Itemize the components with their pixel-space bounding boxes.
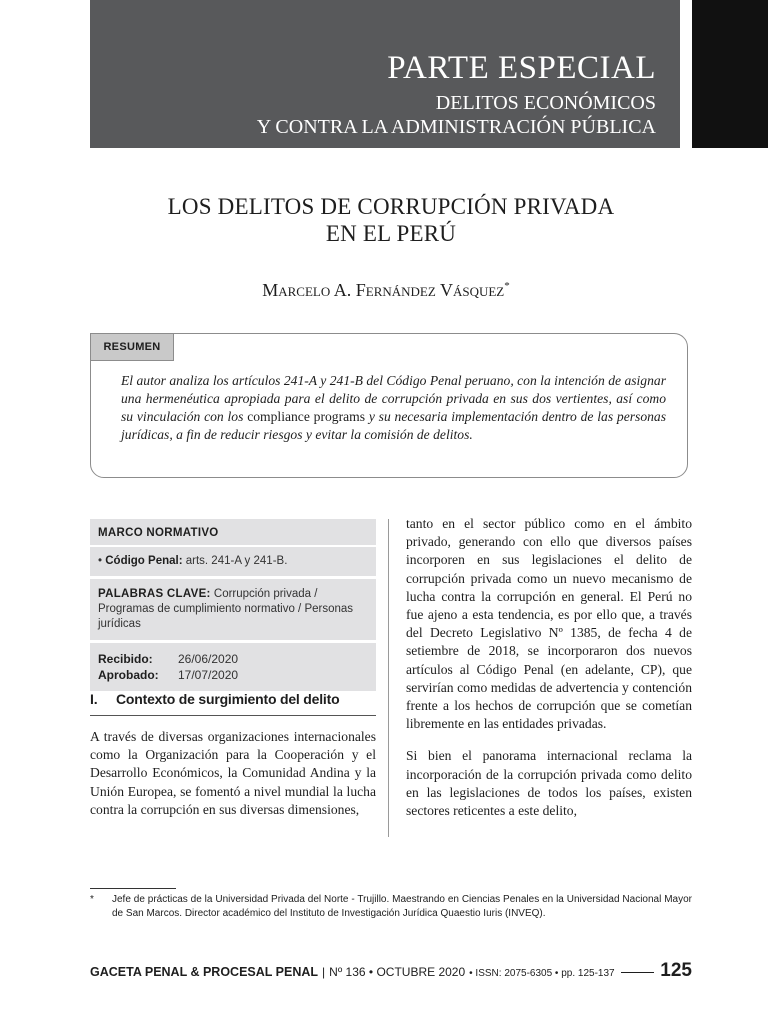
issn-pages: • ISSN: 2075-6305 • pp. 125-137 bbox=[469, 968, 615, 979]
publication-name: GACETA PENAL & PROCESAL PENAL bbox=[90, 965, 319, 979]
body-column-right bbox=[406, 515, 692, 820]
author-name bbox=[0, 280, 768, 301]
legal-framework-label: MARCO NORMATIVO bbox=[90, 519, 376, 547]
body-paragraph: Si bien el panorama internacional reclama la incorporación de la corrupción privada como delito en las legislaciones de todos los países, existen sectores reticentes a este delito, bbox=[406, 748, 692, 819]
legal-framework-item-label: Código Penal: bbox=[105, 555, 183, 567]
abstract-text-term: compliance programs bbox=[247, 409, 366, 424]
abstract-label: RESUMEN bbox=[91, 334, 174, 361]
footnote-rule bbox=[90, 888, 176, 889]
page-number: 125 bbox=[660, 960, 692, 981]
page-footer bbox=[90, 960, 692, 982]
dates-block bbox=[90, 643, 376, 691]
footer-separator: | bbox=[322, 965, 326, 979]
body-paragraph: tanto en el sector público como en el ámbito privado, generando con ello que diversos países incorporen en sus legislaciones el delito de corrupción privada como un nuevo mecanismo de lucha contra la corrupción en general. El Perú no fue ajeno a esta tendencia, es por ello que, a través del Decreto Legislativo Nº 1385, de fecha 4 de setiembre de 2018, se incorporaron dos nuevos artículos al Código Penal (en adelante, CP), que servirían como medidas de advertencia y contención frente a los hechos de corrupción que se cometían libremente en las entidades privadas. bbox=[406, 516, 692, 732]
section-title: PARTE ESPECIAL bbox=[387, 50, 656, 86]
keywords-block bbox=[90, 579, 376, 640]
section-header-band bbox=[90, 0, 680, 148]
legal-framework-item bbox=[90, 547, 376, 576]
legal-framework-item-value: arts. 241-A y 241-B. bbox=[185, 555, 288, 567]
approved-label: Aprobado: bbox=[98, 668, 159, 682]
abstract-text-part2: y su necesaria implementación dentro de las personas jurídicas, a fin de reducir riesgos y evitar la comisión de delitos. bbox=[121, 409, 666, 442]
received-row bbox=[98, 651, 368, 667]
footer-rule bbox=[621, 972, 655, 973]
footnote-text: Jefe de prácticas de la Universidad Privada del Norte - Trujillo. Maestrando en Ciencias Penales en la Universidad Nacional Mayor de San Marcos. Director académico del Instituto de Investigación Jurídica Quaestio Iuris (INVEQ). bbox=[112, 894, 692, 919]
page-tab-marker bbox=[692, 0, 768, 148]
article-title bbox=[0, 193, 768, 247]
body-column-left bbox=[90, 728, 376, 819]
subsection-title-line1: DELITOS ECONÓMICOS bbox=[435, 92, 656, 114]
section-number: I. bbox=[90, 691, 98, 707]
author-footnote-mark[interactable]: * bbox=[504, 280, 510, 292]
dates bbox=[90, 643, 376, 691]
section-heading-text: Contexto de surgimiento del delito bbox=[116, 691, 340, 707]
abstract-box bbox=[90, 333, 688, 478]
issue-info: Nº 136 • OCTUBRE 2020 bbox=[329, 965, 466, 979]
article-title-line1: LOS DELITOS DE CORRUPCIÓN PRIVADA bbox=[167, 194, 615, 219]
body-paragraph: A través de diversas organizaciones internacionales como la Organización para la Cooperación y el Desarrollo Económicos, la Comunidad Andina y la Unión Europea, se fomentó a nivel mundial la lucha contra la corrupción en sus diversas dimensiones, bbox=[90, 729, 376, 817]
subsection-title-line2: Y CONTRA LA ADMINISTRACIÓN PÚBLICA bbox=[256, 116, 656, 138]
received-date: 26/06/2020 bbox=[178, 652, 239, 666]
received-label: Recibido: bbox=[98, 652, 153, 666]
keywords bbox=[90, 579, 376, 640]
footnote bbox=[90, 893, 692, 920]
keywords-value: Corrupción privada / Programas de cumplimiento normativo / Personas jurídicas bbox=[98, 588, 354, 630]
approved-date: 17/07/2020 bbox=[178, 668, 239, 682]
section-heading bbox=[90, 691, 376, 716]
legal-framework-block bbox=[90, 519, 376, 576]
abstract-text bbox=[121, 372, 666, 444]
approved-row bbox=[98, 667, 368, 683]
author-text: Marcelo A. Fernández Vásquez bbox=[262, 280, 505, 300]
keywords-label: PALABRAS CLAVE: bbox=[98, 588, 211, 600]
article-metadata-sidebar bbox=[90, 519, 376, 694]
column-divider bbox=[388, 519, 389, 837]
article-title-line2: EN EL PERÚ bbox=[325, 221, 457, 246]
footnote-mark: * bbox=[90, 894, 94, 905]
abstract-text-part1: El autor analiza los artículos 241-A y 241-B del Código Penal peruano, con la intención de asignar una hermenéutica apropiada para el delito de corrupción privada en sus dos vertientes, así como su vinculación con los bbox=[121, 373, 666, 424]
bullet: • bbox=[98, 555, 103, 567]
